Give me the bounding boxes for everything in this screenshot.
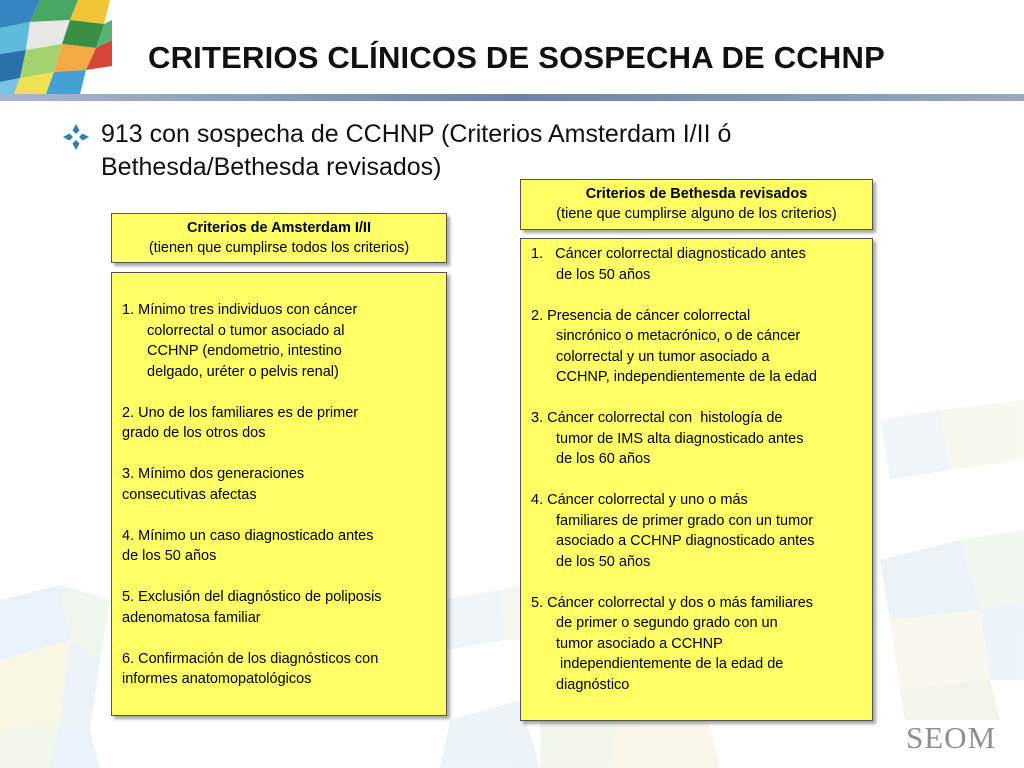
amsterdam-header-box — [111, 213, 447, 263]
item-line: consecutivas afectas — [122, 486, 257, 503]
item-line: grado de los otros dos — [122, 425, 266, 441]
bethesda-item-3 — [531, 408, 872, 470]
amsterdam-item-4 — [122, 526, 446, 567]
amsterdam-item-2 — [122, 403, 446, 444]
amsterdam-criteria-box — [111, 272, 447, 716]
bethesda-header-box — [520, 179, 873, 230]
item-line: CCHNP, independientemente de la edad — [556, 369, 817, 385]
item-line: 2. Presencia de cáncer colorrectal — [531, 307, 751, 324]
mosaic-corner-top-left — [0, 0, 112, 94]
slide-title: CRITERIOS CLÍNICOS DE SOSPECHA DE CCHNP — [148, 40, 885, 75]
item-line: de los 60 años — [556, 451, 651, 467]
item-line: 5. Cáncer colorrectal y dos o más familiares — [531, 594, 814, 611]
bullet-text — [101, 118, 861, 184]
item-line: de primer o segundo grado con un — [556, 615, 778, 631]
item-line: tumor asociado a CCHNP — [556, 635, 723, 652]
bethesda-criteria-list — [531, 244, 872, 695]
item-line: colorrectal y un tumor asociado a — [556, 348, 770, 365]
item-line: independientemente de la edad de — [556, 656, 784, 672]
item-line: sincrónico o metacrónico, o de cáncer — [556, 328, 801, 344]
item-line: tumor de IMS alta diagnosticado antes — [556, 430, 804, 447]
amsterdam-criteria-list — [122, 300, 446, 690]
bullet-line: 913 con sospecha de CCHNP (Criterios Amsterdam I/II ó — [101, 120, 732, 148]
bullet-line: Bethesda/Bethesda revisados) — [101, 153, 442, 181]
item-line: 4. Cáncer colorrectal y uno o más — [531, 492, 748, 508]
item-line: 1. Cáncer colorrectal diagnosticado antes — [531, 246, 806, 262]
item-line: 1. Mínimo tres individuos con cáncer — [122, 302, 358, 318]
title-underline-bar — [0, 94, 1024, 101]
item-line: 4. Mínimo un caso diagnosticado antes — [122, 527, 374, 544]
item-line: de los 50 años — [556, 553, 651, 570]
item-line: 3. Mínimo dos generaciones — [122, 466, 305, 482]
bethesda-criteria-box — [520, 238, 873, 721]
amsterdam-subtitle: (tienen que cumplirse todos los criterios) — [148, 240, 410, 256]
bethesda-item-4 — [531, 490, 872, 572]
item-line: 5. Exclusión del diagnóstico de poliposis — [122, 589, 382, 605]
bethesda-subtitle: (tiene que cumplirse alguno de los criterios) — [556, 206, 837, 222]
item-line: diagnóstico — [556, 676, 630, 693]
item-line: 2. Uno de los familiares es de primer — [122, 404, 359, 421]
amsterdam-item-6 — [122, 649, 446, 690]
item-line: familiares de primer grado con un tumor — [556, 512, 814, 529]
amsterdam-item-5 — [122, 587, 446, 628]
diamond-bullet-icon — [63, 124, 89, 150]
item-line: de los 50 años — [556, 266, 651, 283]
bethesda-item-5 — [531, 593, 872, 696]
seom-logo: SEOM — [906, 720, 997, 755]
item-line: informes anatomopatológicos — [122, 671, 312, 687]
bethesda-item-2 — [531, 306, 872, 388]
amsterdam-item-3 — [122, 464, 446, 505]
amsterdam-title: Criterios de Amsterdam I/II — [187, 220, 371, 236]
bethesda-title: Criterios de Bethesda revisados — [585, 186, 808, 202]
amsterdam-item-1 — [122, 300, 446, 382]
item-line: CCHNP (endometrio, intestino — [147, 343, 342, 359]
item-line: 6. Confirmación de los diagnósticos con — [122, 650, 379, 667]
bethesda-item-1 — [531, 244, 872, 285]
item-line: colorrectal o tumor asociado al — [147, 322, 345, 339]
item-line: delgado, uréter o pelvis renal) — [147, 363, 339, 380]
item-line: 3. Cáncer colorrectal con histología de — [531, 410, 783, 426]
item-line: asociado a CCHNP diagnosticado antes — [556, 533, 815, 549]
item-line: de los 50 años — [122, 548, 217, 564]
item-line: adenomatosa familiar — [122, 609, 261, 626]
